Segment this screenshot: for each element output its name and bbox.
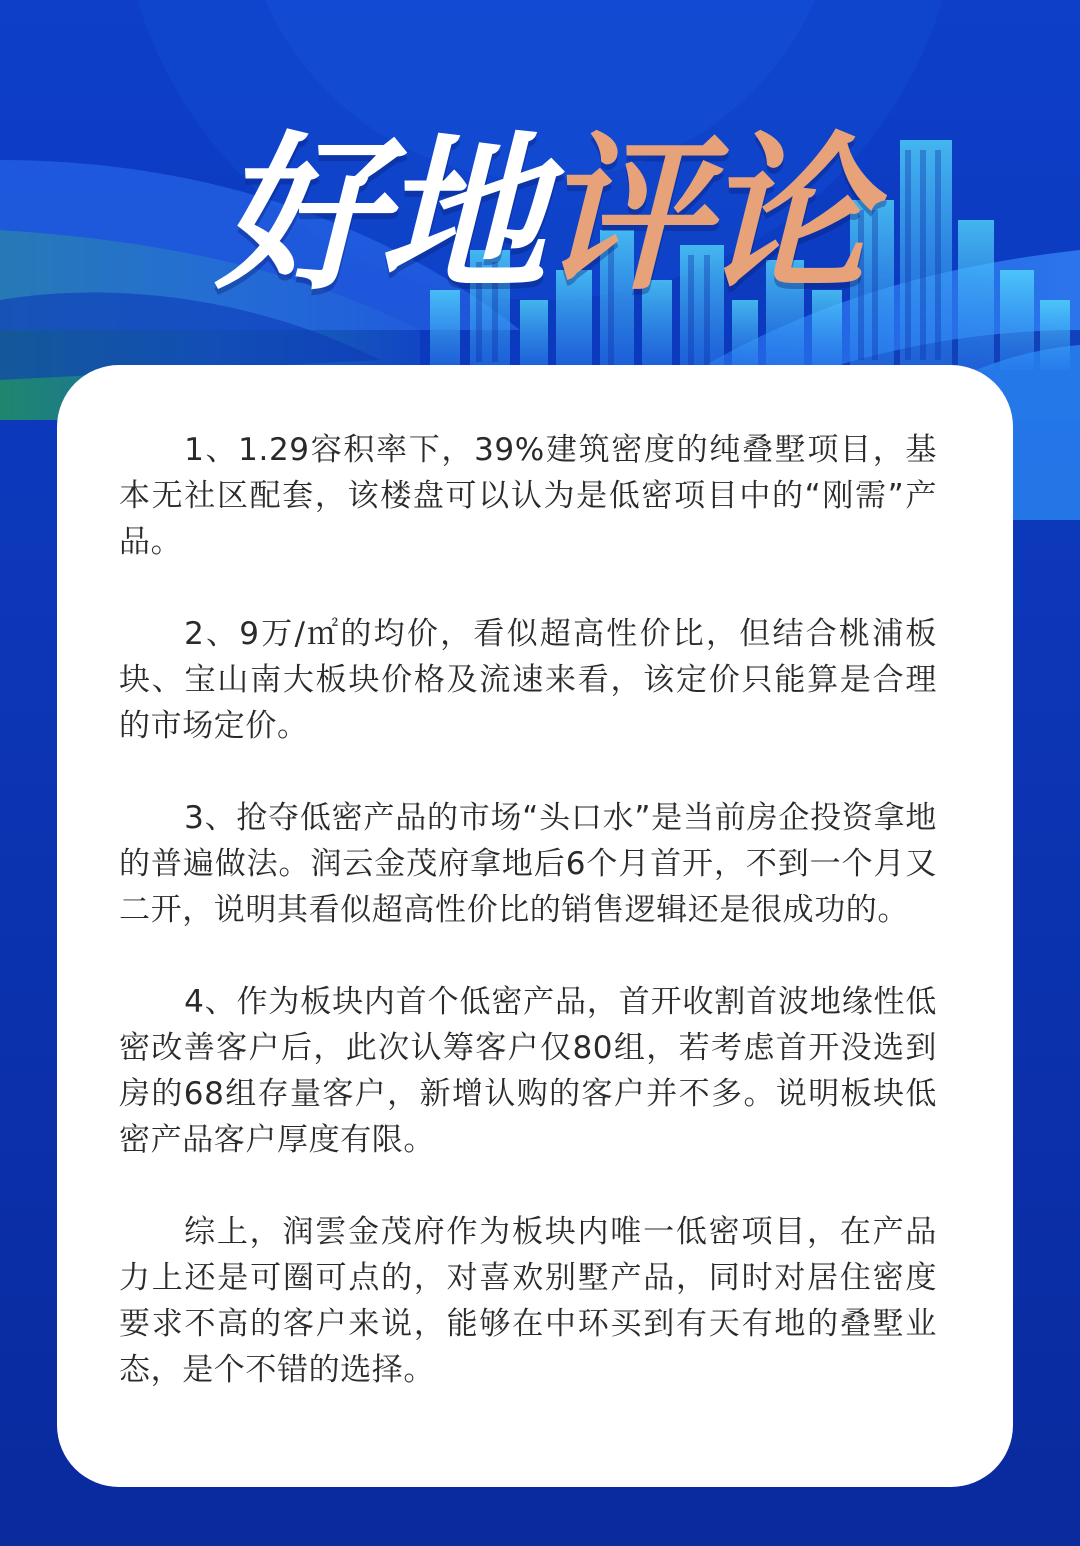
- paragraph-3: 3、抢夺低密产品的市场“头口水”是当前房企投资拿地的普遍做法。润云金茂府拿地后6个月首开，不到一个月又二开，说明其看似超高性价比的销售逻辑还是很成功的。: [119, 800, 937, 928]
- paragraph-summary: 综上，润雲金茂府作为板块内唯一低密项目，在产品力上还是可圈可点的，对喜欢别墅产品，同时对居住密度要求不高的客户来说，能够在中环买到有天有地的叠墅业态，是个不错的选择。: [119, 1214, 937, 1388]
- title-part-accent: 评论: [540, 117, 864, 313]
- title-part-white: 好地: [216, 117, 540, 313]
- page-title: [0, 117, 1080, 313]
- content-card: [57, 365, 1013, 1487]
- paragraph-1: 1、1.29容积率下，39%建筑密度的纯叠墅项目，基本无社区配套，该楼盘可以认为是低密项目中的“刚需”产品。: [119, 432, 937, 560]
- paragraph-2: 2、9万/㎡的均价，看似超高性价比，但结合桃浦板块、宝山南大板块价格及流速来看，该定价只能算是合理的市场定价。: [119, 616, 937, 744]
- paragraph-4: 4、作为板块内首个低密产品，首开收割首波地缘性低密改善客户后，此次认筹客户仅80组，若考虑首开没选到房的68组存量客户，新增认购的客户并不多。说明板块低密产品客户厚度有限。: [119, 984, 937, 1158]
